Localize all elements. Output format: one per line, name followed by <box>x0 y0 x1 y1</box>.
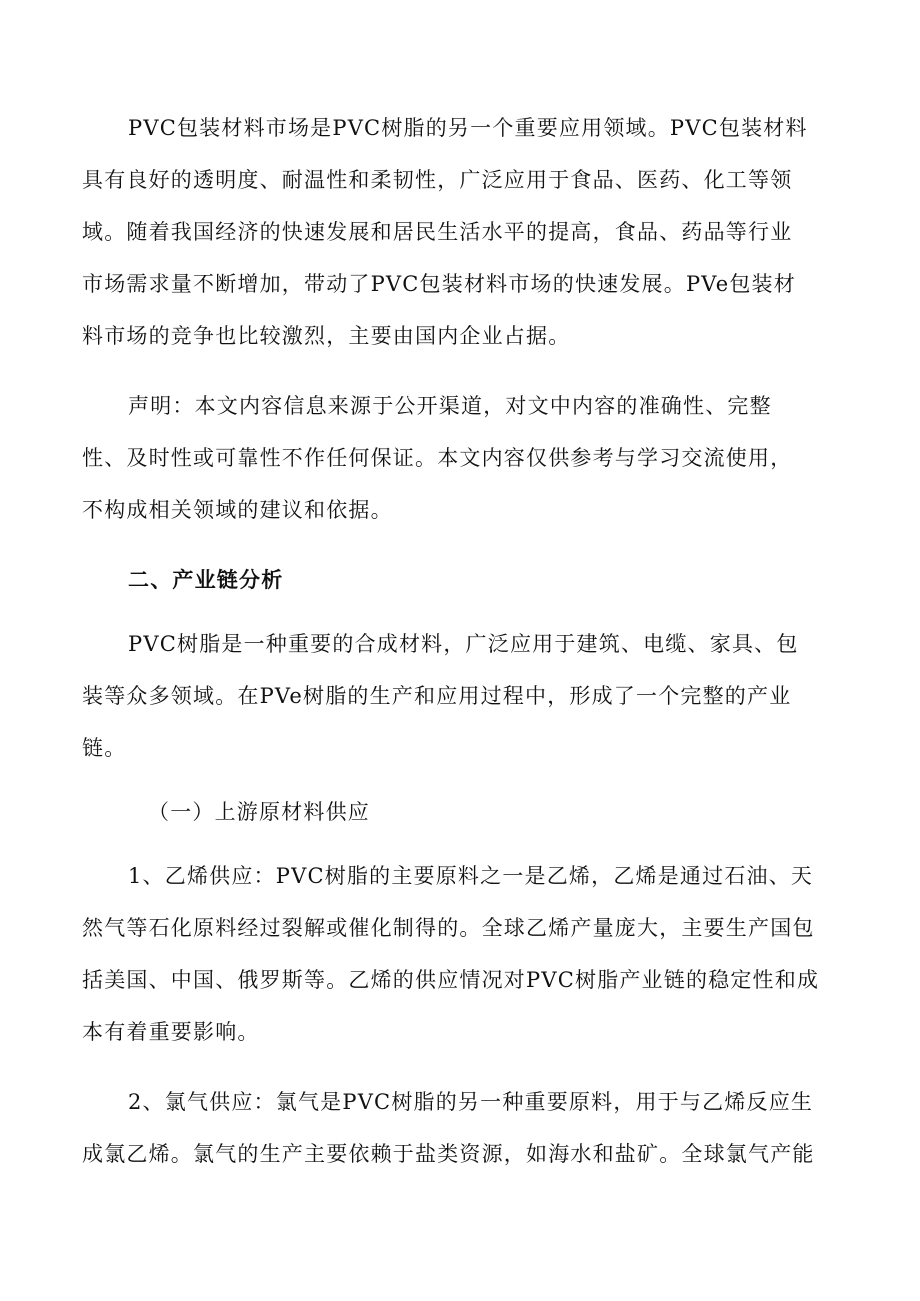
list-item-line: 本有着重要影响。 <box>82 1020 260 1044</box>
list-item-line: 然气等石化原料经过裂解或催化制得的。全球乙烯产量庞大，主要生产国包 <box>82 916 815 940</box>
section-heading: 二、产业链分析 <box>128 567 284 592</box>
paragraph-line: PVC树脂是一种重要的合成材料，广泛应用于建筑、电缆、家具、包 <box>128 632 799 656</box>
paragraph-line: 装等众多领域。在PVe树脂的生产和应用过程中，形成了一个完整的产业 <box>82 684 792 708</box>
list-item-line: 2、氯气供应：氯气是PVC树脂的另一种重要原料，用于与乙烯反应生 <box>128 1090 814 1114</box>
paragraph-line: 域。随着我国经济的快速发展和居民生活水平的提高，食品、药品等行业 <box>82 220 793 244</box>
list-item-line: 1、乙烯供应：PVC树脂的主要原料之一是乙烯，乙烯是通过石油、天 <box>128 864 814 888</box>
paragraph-line: 具有良好的透明度、耐温性和柔韧性，广泛应用于食品、医药、化工等领 <box>82 168 793 192</box>
list-item-line: 成氯乙烯。氯气的生产主要依赖于盐类资源，如海水和盐矿。全球氯气产能 <box>82 1142 815 1166</box>
paragraph-line: 料市场的竞争也比较激烈，主要由国内企业占据。 <box>82 324 571 348</box>
subsection-heading: （一）上游原材料供应 <box>148 800 370 824</box>
disclaimer-line: 不构成相关领域的建议和依据。 <box>82 498 393 522</box>
paragraph-line: 市场需求量不断增加，带动了PVC包装材料市场的快速发展。PVe包装材 <box>82 272 796 296</box>
paragraph-line: 链。 <box>82 736 127 760</box>
paragraph-line: PVC包装材料市场是PVC树脂的另一个重要应用领域。PVC包装材料 <box>128 116 808 140</box>
disclaimer-line: 性、及时性或可靠性不作任何保证。本文内容仅供参考与学习交流使用， <box>82 446 793 470</box>
list-item-line: 括美国、中国、俄罗斯等。乙烯的供应情况对PVC树脂产业链的稳定性和成 <box>82 968 820 992</box>
disclaimer-line: 声明：本文内容信息来源于公开渠道，对文中内容的准确性、完整 <box>128 394 772 418</box>
